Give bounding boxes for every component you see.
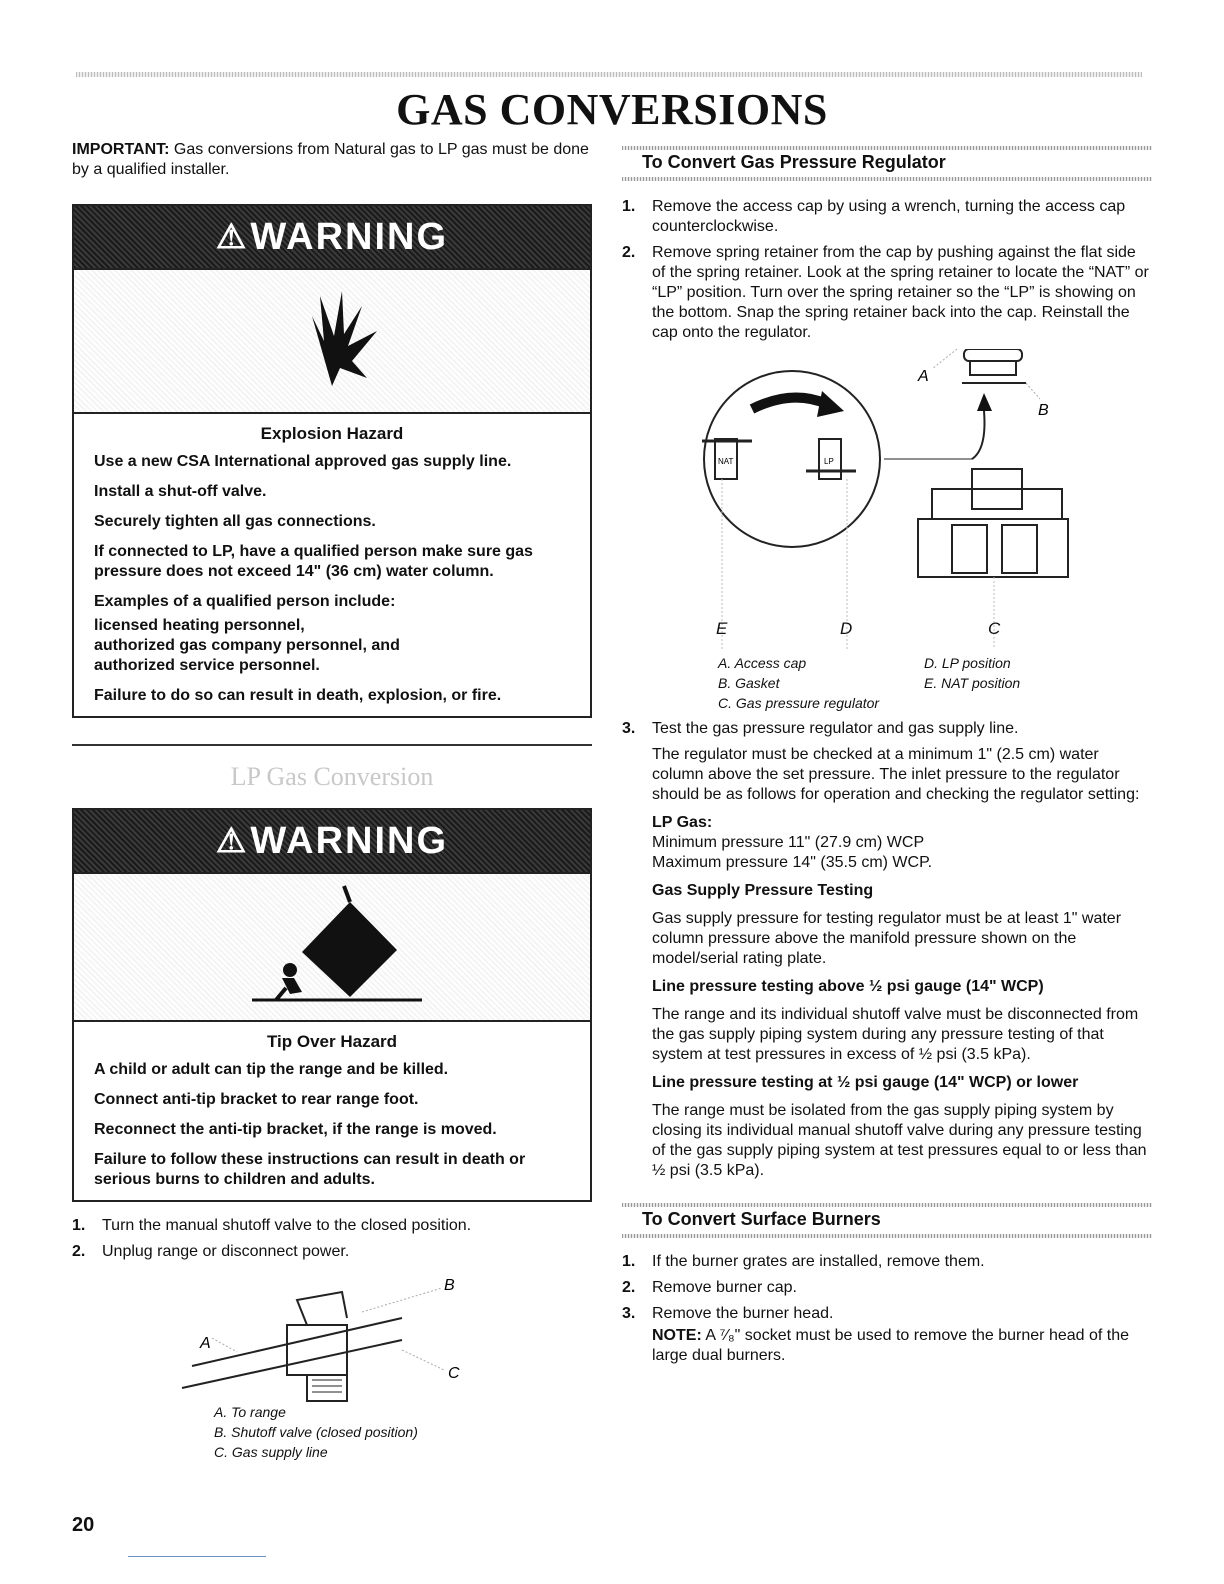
figure-label-c: C [988,619,1001,638]
warning-header: ⚠ WARNING [74,810,590,872]
warning-line: Reconnect the anti-tip bracket, if the range is moved. [94,1121,497,1138]
regulator-step3 [622,719,1152,739]
figure-caption: C. Gas supply line [214,1444,328,1460]
figure-label-a: A [200,1335,211,1352]
figure-caption: C. Gas pressure regulator [718,695,880,711]
warning-line: licensed heating personnel, [94,617,305,634]
list-item: 2. Remove burner cap. [622,1279,797,1296]
warning-line: Failure to do so can result in death, explosion, or fire. [94,687,502,704]
regulator-steps [622,197,1152,343]
section-rule [622,1234,1152,1238]
list-item: 2. Unplug range or disconnect power. [72,1243,350,1260]
figure-label-a: A [918,368,929,385]
page-title: GAS CONVERSIONS [396,85,828,134]
warning-line: Failure to follow these instructions can result in death or serious burns to children and adults. [94,1151,526,1188]
top-rule [76,72,1142,77]
warning-line: Use a new CSA International approved gas supply line. [94,453,512,470]
figure-label-e: E [716,619,728,638]
below-text: The range must be isolated from the gas supply piping system by closing its individual manual shutoff valve during any pressure testing of the gas supply piping system at test pressures equal to or less than ½ psi (3.5 kPa). [652,1102,1147,1179]
section-divider [72,744,592,746]
lp-label: LP [824,457,834,466]
left-column [72,140,592,1470]
hazard-title: Tip Over Hazard [266,1032,398,1051]
figure-label-b: B [444,1277,455,1294]
list-item: 2. Remove spring retainer from the cap by pushing against the flat side of the spring retainer. Look at the spring retainer to locate the “NAT” or “LP” position. Turn over the spring retainer so the “LP” is showing on the bottom. Snap the spring retainer back into the cap. Reinstall the cap onto the regulator. [622,244,1149,341]
lp-gas-label: LP Gas: [652,814,713,831]
lp-max: Maximum pressure 14" (35.5 cm) WCP. [652,854,933,871]
left-steps-list [72,1216,592,1262]
regulator-heading: To Convert Gas Pressure Regulator [642,152,946,172]
valve-figure [72,1270,592,1470]
explosion-icon [74,268,590,414]
supply-text: Gas supply pressure for testing regulator must be at least 1" water column pressure above the manifold pressure shown on the model/serial rating plate. [652,910,1122,967]
above-heading: Line pressure testing above ½ psi gauge (14" WCP) [652,978,1044,995]
warning-line: Connect anti-tip bracket to rear range foot. [94,1091,419,1108]
figure-caption: B. Gasket [718,675,780,691]
section-rule [622,177,1152,181]
nat-label: NAT [718,457,734,466]
supply-heading: Gas Supply Pressure Testing [652,882,874,899]
warning-line: authorized gas company personnel, and [94,637,400,654]
list-item: 3. Test the gas pressure regulator and gas supply line. [622,720,1019,737]
warning-line: Install a shut-off valve. [94,483,267,500]
burner-heading: To Convert Surface Burners [642,1209,881,1229]
list-item: 3. Remove the burner head. [622,1305,834,1322]
explosion-warning-box [72,204,592,718]
warning-line: Securely tighten all gas connections. [94,513,376,530]
list-item: 1. Turn the manual shutoff valve to the closed position. [72,1217,472,1234]
warning-line: A child or adult can tip the range and be killed. [94,1061,449,1078]
warning-header: ⚠ WARNING [74,206,590,268]
figure-caption: B. Shutoff valve (closed position) [214,1424,418,1440]
warning-triangle-icon: ⚠ [215,822,249,860]
step3-paragraph: The regulator must be checked at a minimum 1" (2.5 cm) water column above the set pressure. The inlet pressure to the regulator should be as follows for operation and checking the regulator setting: [652,746,1140,803]
hazard-title: Explosion Hazard [260,424,404,443]
tip-over-icon [74,872,590,1022]
regulator-figure [622,349,1152,719]
warning-line: authorized service personnel. [94,657,320,674]
figure-caption: D. LP position [924,655,1011,671]
lp-section-title: LP Gas Conversion [230,762,434,791]
list-item: 1. If the burner grates are installed, remove them. [622,1253,985,1270]
burner-note: NOTE: A ⁷⁄₈" socket must be used to remove the burner head of the large dual burners. [652,1327,1130,1364]
page-number: 20 [72,1514,95,1536]
below-heading: Line pressure testing at ½ psi gauge (14" WCP) or lower [652,1074,1079,1091]
list-item: 1. Remove the access cap by using a wrench, turning the access cap counterclockwise. [622,198,1126,235]
warning-triangle-icon: ⚠ [215,218,249,256]
figure-label-c: C [448,1365,460,1382]
tip-over-warning-box [72,808,592,1202]
figure-label-d: D [840,619,853,638]
important-note: IMPORTANT: Gas conversions from Natural gas to LP gas must be done by a qualified installer. [72,141,589,178]
figure-caption: E. NAT position [924,675,1021,691]
figure-label-b: B [1038,402,1049,419]
warning-line: Examples of a qualified person include: [94,593,396,610]
figure-caption: A. To range [214,1404,286,1420]
warning-line: If connected to LP, have a qualified person make sure gas pressure does not exceed 14" (36 cm) water column. [94,543,533,580]
burner-steps [622,1252,1152,1324]
above-text: The range and its individual shutoff valve must be disconnected from the gas supply piping system during any pressure testing of that system at test pressures in excess of ½ psi (3.5 kPa). [652,1006,1139,1063]
figure-caption: A. Access cap [718,655,807,671]
right-column [622,140,1152,1366]
footer-rule [128,1556,266,1557]
lp-min: Minimum pressure 11" (27.9 cm) WCP [652,834,925,851]
